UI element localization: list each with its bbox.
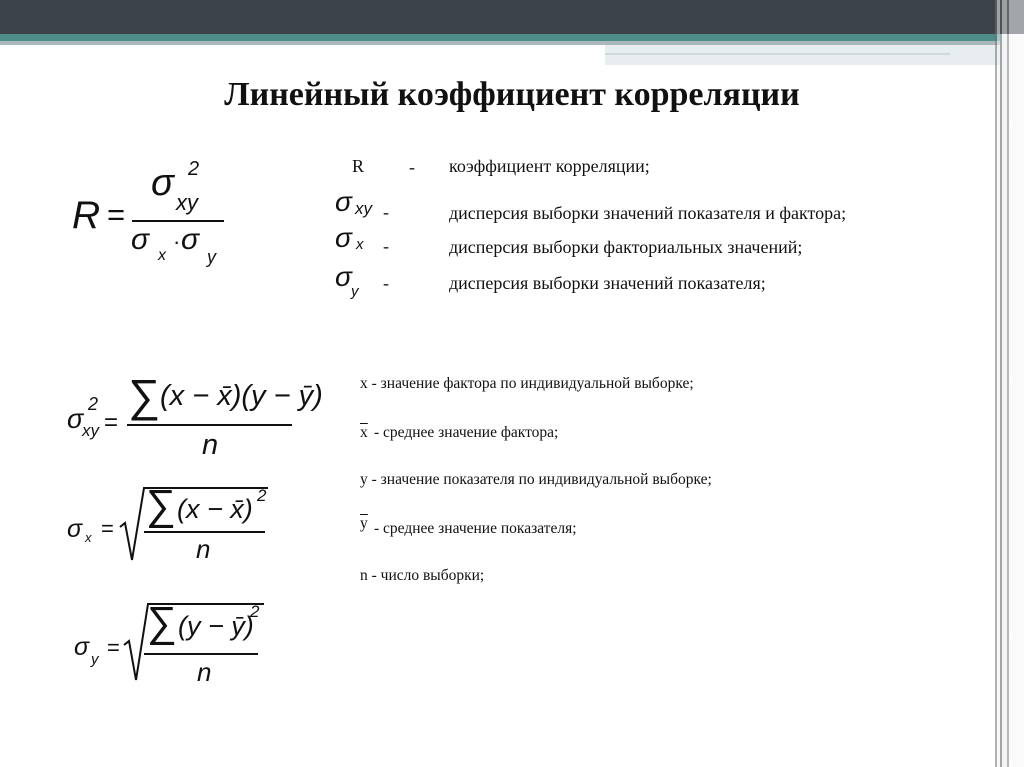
- main-den-sigma-a: σ: [131, 223, 150, 256]
- sigx-fraction-bar: [144, 530, 279, 534]
- main-den-sigma-b: σ: [181, 223, 200, 256]
- sigx-equals: =: [101, 516, 114, 541]
- def-dash-2: -: [383, 202, 389, 222]
- top-bar: [0, 0, 1024, 34]
- def-text-sigma-x: дисперсия выборки факториальных значений;: [449, 237, 803, 257]
- note-ybar-symbol: $\overline{y}$: [360, 515, 368, 532]
- def-symbol-sub-y: y: [351, 283, 359, 300]
- cov-denominator: n: [202, 429, 219, 461]
- def-symbol-sub-xy: xy: [355, 199, 372, 218]
- def-symbol-r: R: [352, 156, 365, 176]
- sigy-exp: 2: [250, 602, 260, 621]
- sigx-denominator: n: [196, 534, 211, 564]
- sigy-lhs-sub: y: [91, 651, 99, 668]
- top-light-panel: [605, 45, 1000, 65]
- cov-lhs-sub: xy: [82, 421, 99, 440]
- def-text-r: коэффициент корреляции;: [449, 156, 650, 176]
- cov-lhs-sigma: σ: [67, 404, 84, 434]
- main-num-sup: 2: [188, 158, 200, 180]
- cov-sum: ∑: [128, 370, 161, 421]
- def-symbol-sigma-xy: σ: [335, 186, 352, 217]
- note-x: x - значение фактора по индивидуальной выборке;: [360, 375, 694, 392]
- main-num-sigma: σ: [151, 162, 174, 204]
- def-dash-4: -: [383, 273, 389, 293]
- sigy-equals: =: [107, 635, 120, 660]
- main-lhs: R: [72, 194, 101, 237]
- note-xbar-symbol: $\overline{x}$: [360, 424, 368, 441]
- def-text-sigma-y: дисперсия выборки значений показателя;: [449, 273, 766, 293]
- main-den-sub-a: x: [158, 247, 166, 264]
- right-decoration: [995, 0, 1024, 767]
- main-den-sub-b: y: [207, 247, 216, 267]
- note-n: n - число выборки;: [360, 567, 485, 584]
- def-symbol-sigma-y: σ: [335, 261, 352, 292]
- sigx-sum: ∑: [146, 481, 176, 528]
- note-y: y - значение показателя по индивидуальной выборке;: [360, 471, 712, 488]
- cov-numerator: (x − x̄)(y − ȳ): [160, 380, 323, 412]
- sigy-denominator: n: [197, 657, 212, 687]
- cov-equals: =: [104, 409, 119, 436]
- sigx-lhs-sigma: σ: [67, 515, 83, 543]
- sigy-fraction-bar: [144, 652, 274, 656]
- def-symbol-sigma-x: σ: [335, 222, 352, 253]
- def-dash-3: -: [383, 236, 389, 256]
- def-text-sigma-xy: дисперсия выборки значений показателя и фактора;: [449, 203, 847, 223]
- note-xbar-text: - среднее значение фактора;: [374, 424, 559, 441]
- cov-lhs-sup: 2: [88, 394, 99, 414]
- note-ybar-text: - среднее значение показателя;: [374, 520, 577, 537]
- top-thin-line: [605, 53, 950, 55]
- sigx-exp: 2: [257, 486, 267, 505]
- top-accent-stripe: [0, 34, 1000, 41]
- main-num-sub: xy: [176, 190, 198, 215]
- def-symbol-sub-x: x: [356, 236, 364, 253]
- sigy-lhs-sigma: σ: [74, 633, 90, 661]
- sigx-numerator: (x − x̄): [177, 494, 253, 524]
- sigx-lhs-sub: x: [85, 530, 92, 545]
- main-equals: =: [107, 197, 126, 232]
- sigy-sum: ∑: [147, 598, 177, 645]
- main-den-dot: ·: [173, 229, 181, 254]
- cov-fraction-bar: [127, 423, 307, 427]
- slide-title: Линейный коэффициент корреляции: [224, 76, 800, 113]
- sigy-numerator: (y − ȳ): [178, 611, 254, 641]
- def-dash-1: -: [409, 157, 415, 177]
